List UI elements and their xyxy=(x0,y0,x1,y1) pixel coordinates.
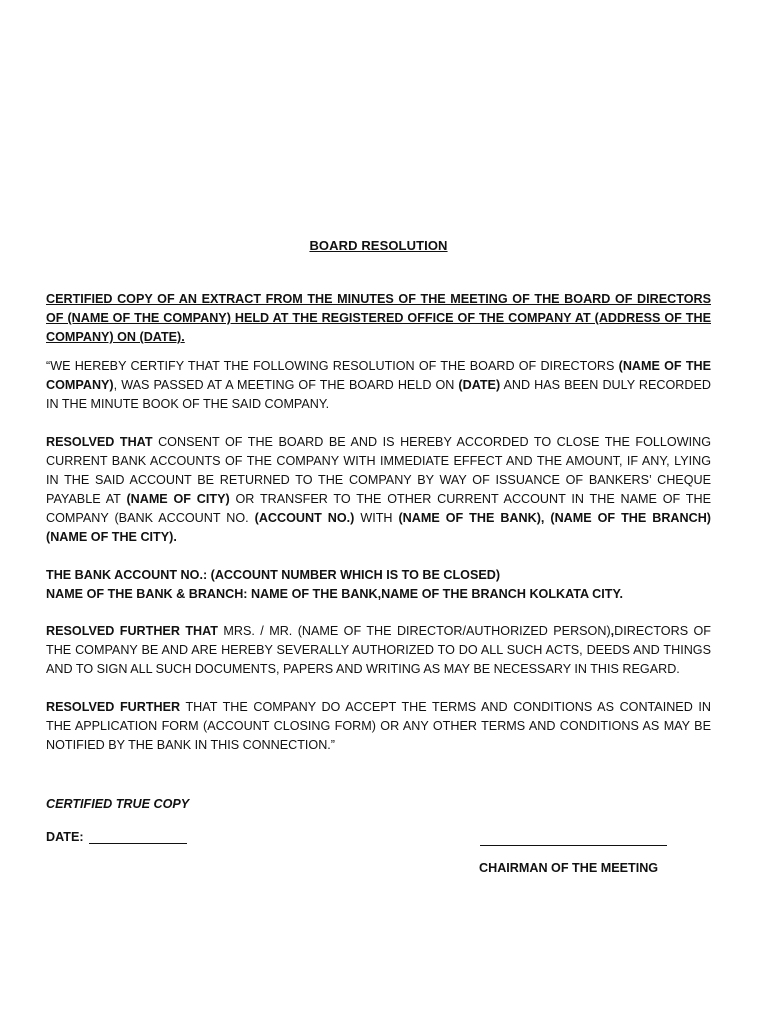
signature-line xyxy=(480,845,667,846)
certify-text-3: AND HAS BEEN DULY RECORDED IN THE MINUTE BOOK OF THE SAID COMPANY. xyxy=(46,378,711,411)
resolved-close-account-no: (ACCOUNT NO.) xyxy=(254,511,355,525)
chairman-label: CHAIRMAN OF THE MEETING xyxy=(479,861,659,875)
resolved-close-bank-branch-city: (NAME OF THE BANK), (NAME OF THE BRANCH) (NAME OF THE CITY). xyxy=(46,511,712,544)
resolved-authorize-lead: RESOLVED FURTHER THAT xyxy=(46,624,218,638)
date-blank-line xyxy=(89,829,187,844)
bank-info-block xyxy=(46,566,711,604)
resolved-authorize-text-2: DIRECTORS OF THE COMPANY BE AND ARE HEREBY SEVERALLY AUTHORIZED TO DO ALL SUCH ACTS, DEEDS AND THINGS AND TO SIGN ALL SUCH DOCUMENTS, PAPERS AND WRITING AS MAY BE NECESSARY IN THIS REGARD. xyxy=(46,624,711,676)
resolved-close-city: (NAME OF CITY) xyxy=(126,492,230,506)
certify-text-2: , WAS PASSED AT A MEETING OF THE BOARD HELD ON xyxy=(113,378,459,392)
resolved-terms-paragraph xyxy=(46,698,711,755)
resolved-terms-text-1: THAT THE COMPANY DO ACCEPT THE TERMS AND CONDITIONS AS CONTAINED IN THE APPLICATION FORM (ACCOUNT CLOSING FORM) OR ANY OTHER TERMS AND CONDITIONS AS MAY BE NOTIFIED BY THE BANK IN THIS CONNECTION.” xyxy=(46,700,711,752)
certify-text-1: “WE HEREBY CERTIFY THAT THE FOLLOWING RESOLUTION OF THE BOARD OF DIRECTORS xyxy=(46,359,619,373)
certify-company-name: (NAME OF THE COMPANY) xyxy=(46,359,712,392)
certification-paragraph xyxy=(46,357,711,414)
resolved-close-lead: RESOLVED THAT xyxy=(46,435,153,449)
bank-account-line: THE BANK ACCOUNT NO.: (ACCOUNT NUMBER WHICH IS TO BE CLOSED) xyxy=(46,568,501,582)
resolved-authorize-paragraph xyxy=(46,622,711,679)
document-page xyxy=(46,0,711,1024)
document-title: BOARD RESOLUTION xyxy=(309,238,448,253)
resolved-close-paragraph xyxy=(46,433,711,547)
date-field xyxy=(46,829,187,844)
certified-true-copy: CERTIFIED TRUE COPY xyxy=(46,797,190,811)
resolved-close-text-2: OR TRANSFER TO THE OTHER CURRENT ACCOUNT IN THE NAME OF THE COMPANY (BANK ACCOUNT NO. xyxy=(46,492,711,525)
resolved-close-text-3: WITH xyxy=(354,511,399,525)
resolved-authorize-comma: , xyxy=(610,624,615,638)
extract-heading: CERTIFIED COPY OF AN EXTRACT FROM THE MINUTES OF THE MEETING OF THE BOARD OF DIRECTORS OF (NAME OF THE COMPANY) HELD AT THE REGISTERED OFFICE OF THE COMPANY AT (ADDRESS OF THE COMPANY) ON (DATE). xyxy=(46,292,711,344)
resolved-close-text-1: CONSENT OF THE BOARD BE AND IS HEREBY ACCORDED TO CLOSE THE FOLLOWING CURRENT BANK ACCOUNTS OF THE COMPANY WITH IMMEDIATE EFFECT AND THE AMOUNT, IF ANY, LYING IN THE SAID ACCOUNT BE RETURNED TO THE COMPANY BY WAY OF ISSUANCE OF BANKERS’ CHEQUE PAYABLE AT xyxy=(46,435,711,506)
date-label: DATE: xyxy=(46,830,84,844)
resolved-terms-lead: RESOLVED FURTHER xyxy=(46,700,181,714)
bank-branch-line: NAME OF THE BANK & BRANCH: NAME OF THE BANK,NAME OF THE BRANCH KOLKATA CITY. xyxy=(46,587,623,601)
certify-date: (DATE) xyxy=(458,378,501,392)
resolved-authorize-text-1: MRS. / MR. (NAME OF THE DIRECTOR/AUTHORIZED PERSON) xyxy=(217,624,611,638)
